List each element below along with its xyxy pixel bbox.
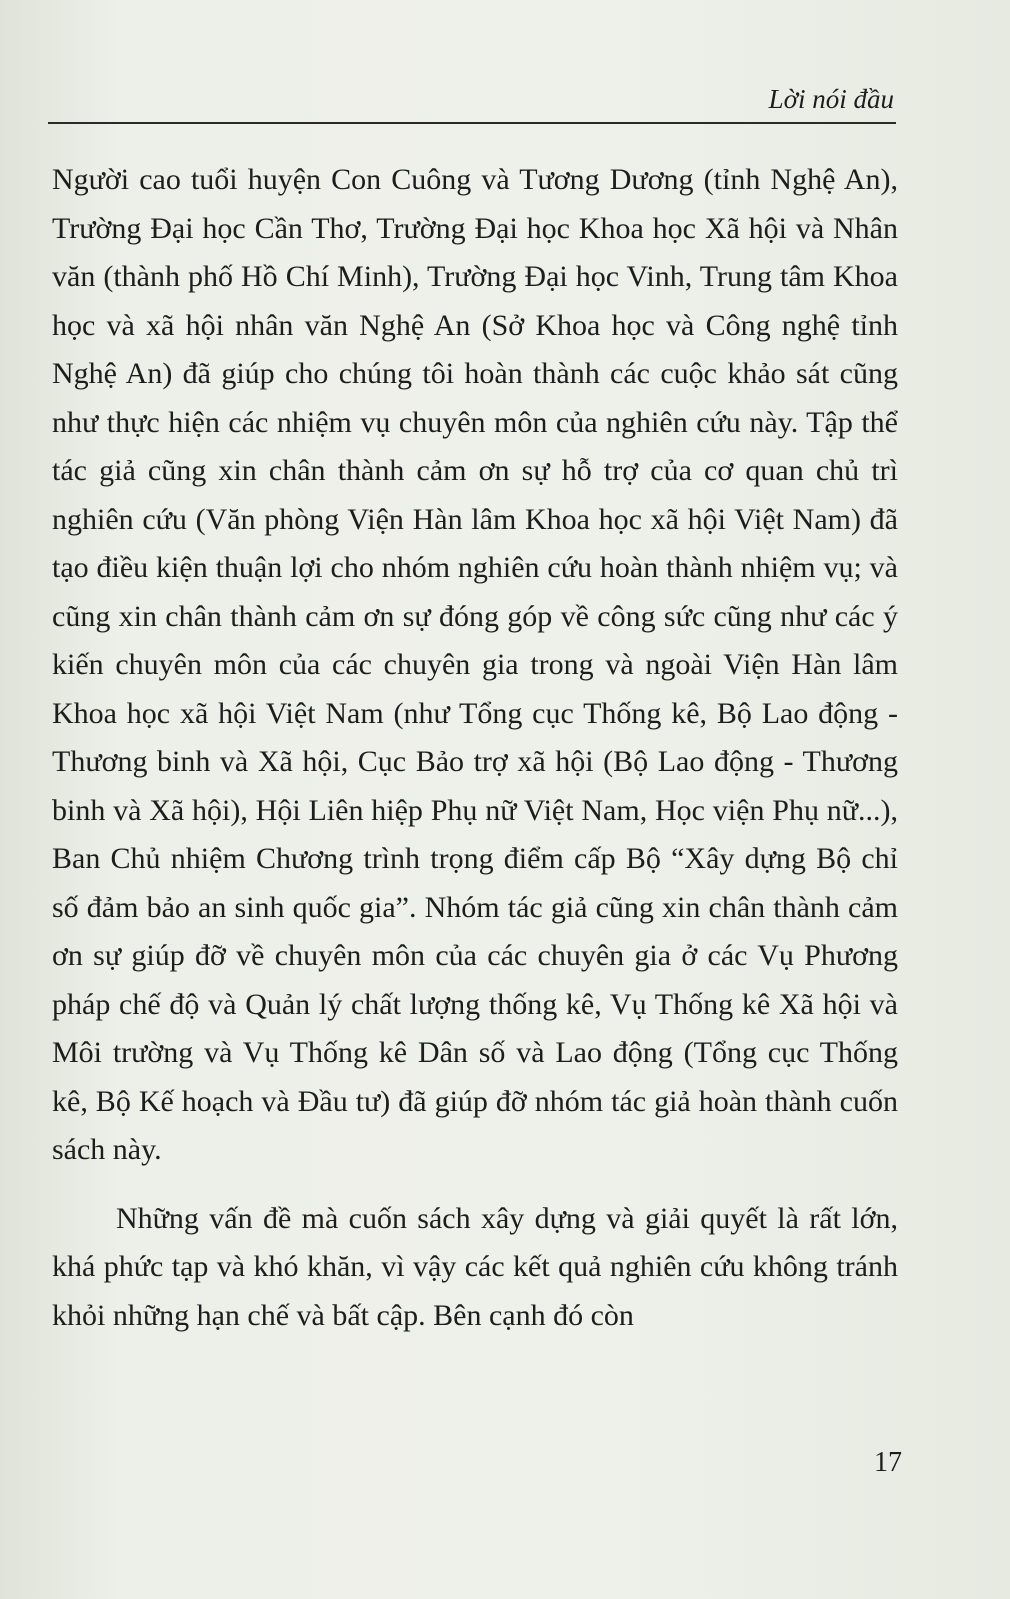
running-header-title: Lời nói đầu — [768, 84, 894, 114]
paragraph-continuation: Người cao tuổi huyện Con Cuông và Tương Dương (tỉnh Nghệ An), Trường Đại học Cần Thơ, Trường Đại học Khoa học Xã hội và Nhân văn (thành phố Hồ Chí Minh), Trường Đại học Vinh, Trung tâm Khoa học và xã hội nhân văn Nghệ An (Sở Khoa học và Công nghệ tỉnh Nghệ An) đã giúp cho chúng tôi hoàn thành các cuộc khảo sát cũng như thực hiện các nhiệm vụ chuyên môn của nghiên cứu này. Tập thể tác giả cũng xin chân thành cảm ơn sự hỗ trợ của cơ quan chủ trì nghiên cứu (Văn phòng Viện Hàn lâm Khoa học xã hội Việt Nam) đã tạo điều kiện thuận lợi cho nhóm nghiên cứu hoàn thành nhiệm vụ; và cũng xin chân thành cảm ơn sự đóng góp về công sức cũng như các ý kiến chuyên môn của các chuyên gia trong và ngoài Viện Hàn lâm Khoa học xã hội Việt Nam (như Tổng cục Thống kê, Bộ Lao động - Thương binh và Xã hội, Cục Bảo trợ xã hội (Bộ Lao động - Thương binh và Xã hội), Hội Liên hiệp Phụ nữ Việt Nam, Học viện Phụ nữ...), Ban Chủ nhiệm Chương trình trọng điểm cấp Bộ “Xây dựng Bộ chỉ số đảm bảo an sinh quốc gia”. Nhóm tác giả cũng xin chân thành cảm ơn sự giúp đỡ về chuyên môn của các chuyên gia ở các Vụ Phương pháp chế độ và Quản lý chất lượng thống kê, Vụ Thống kê Xã hội và Môi trường và Vụ Thống kê Dân số và Lao động (Tổng cục Thống kê, Bộ Kế hoạch và Đầu tư) đã giúp đỡ nhóm tác giả hoàn thành cuốn sách này. — [52, 163, 898, 1166]
body-text — [52, 156, 898, 1340]
running-header — [48, 82, 896, 124]
paragraph: Những vấn đề mà cuốn sách xây dựng và giải quyết là rất lớn, khá phức tạp và khó khăn, vì vậy các kết quả nghiên cứu không tránh khỏi những hạn chế và bất cập. Bên cạnh đó còn — [52, 1201, 898, 1332]
page-number: 17 — [874, 1447, 902, 1478]
